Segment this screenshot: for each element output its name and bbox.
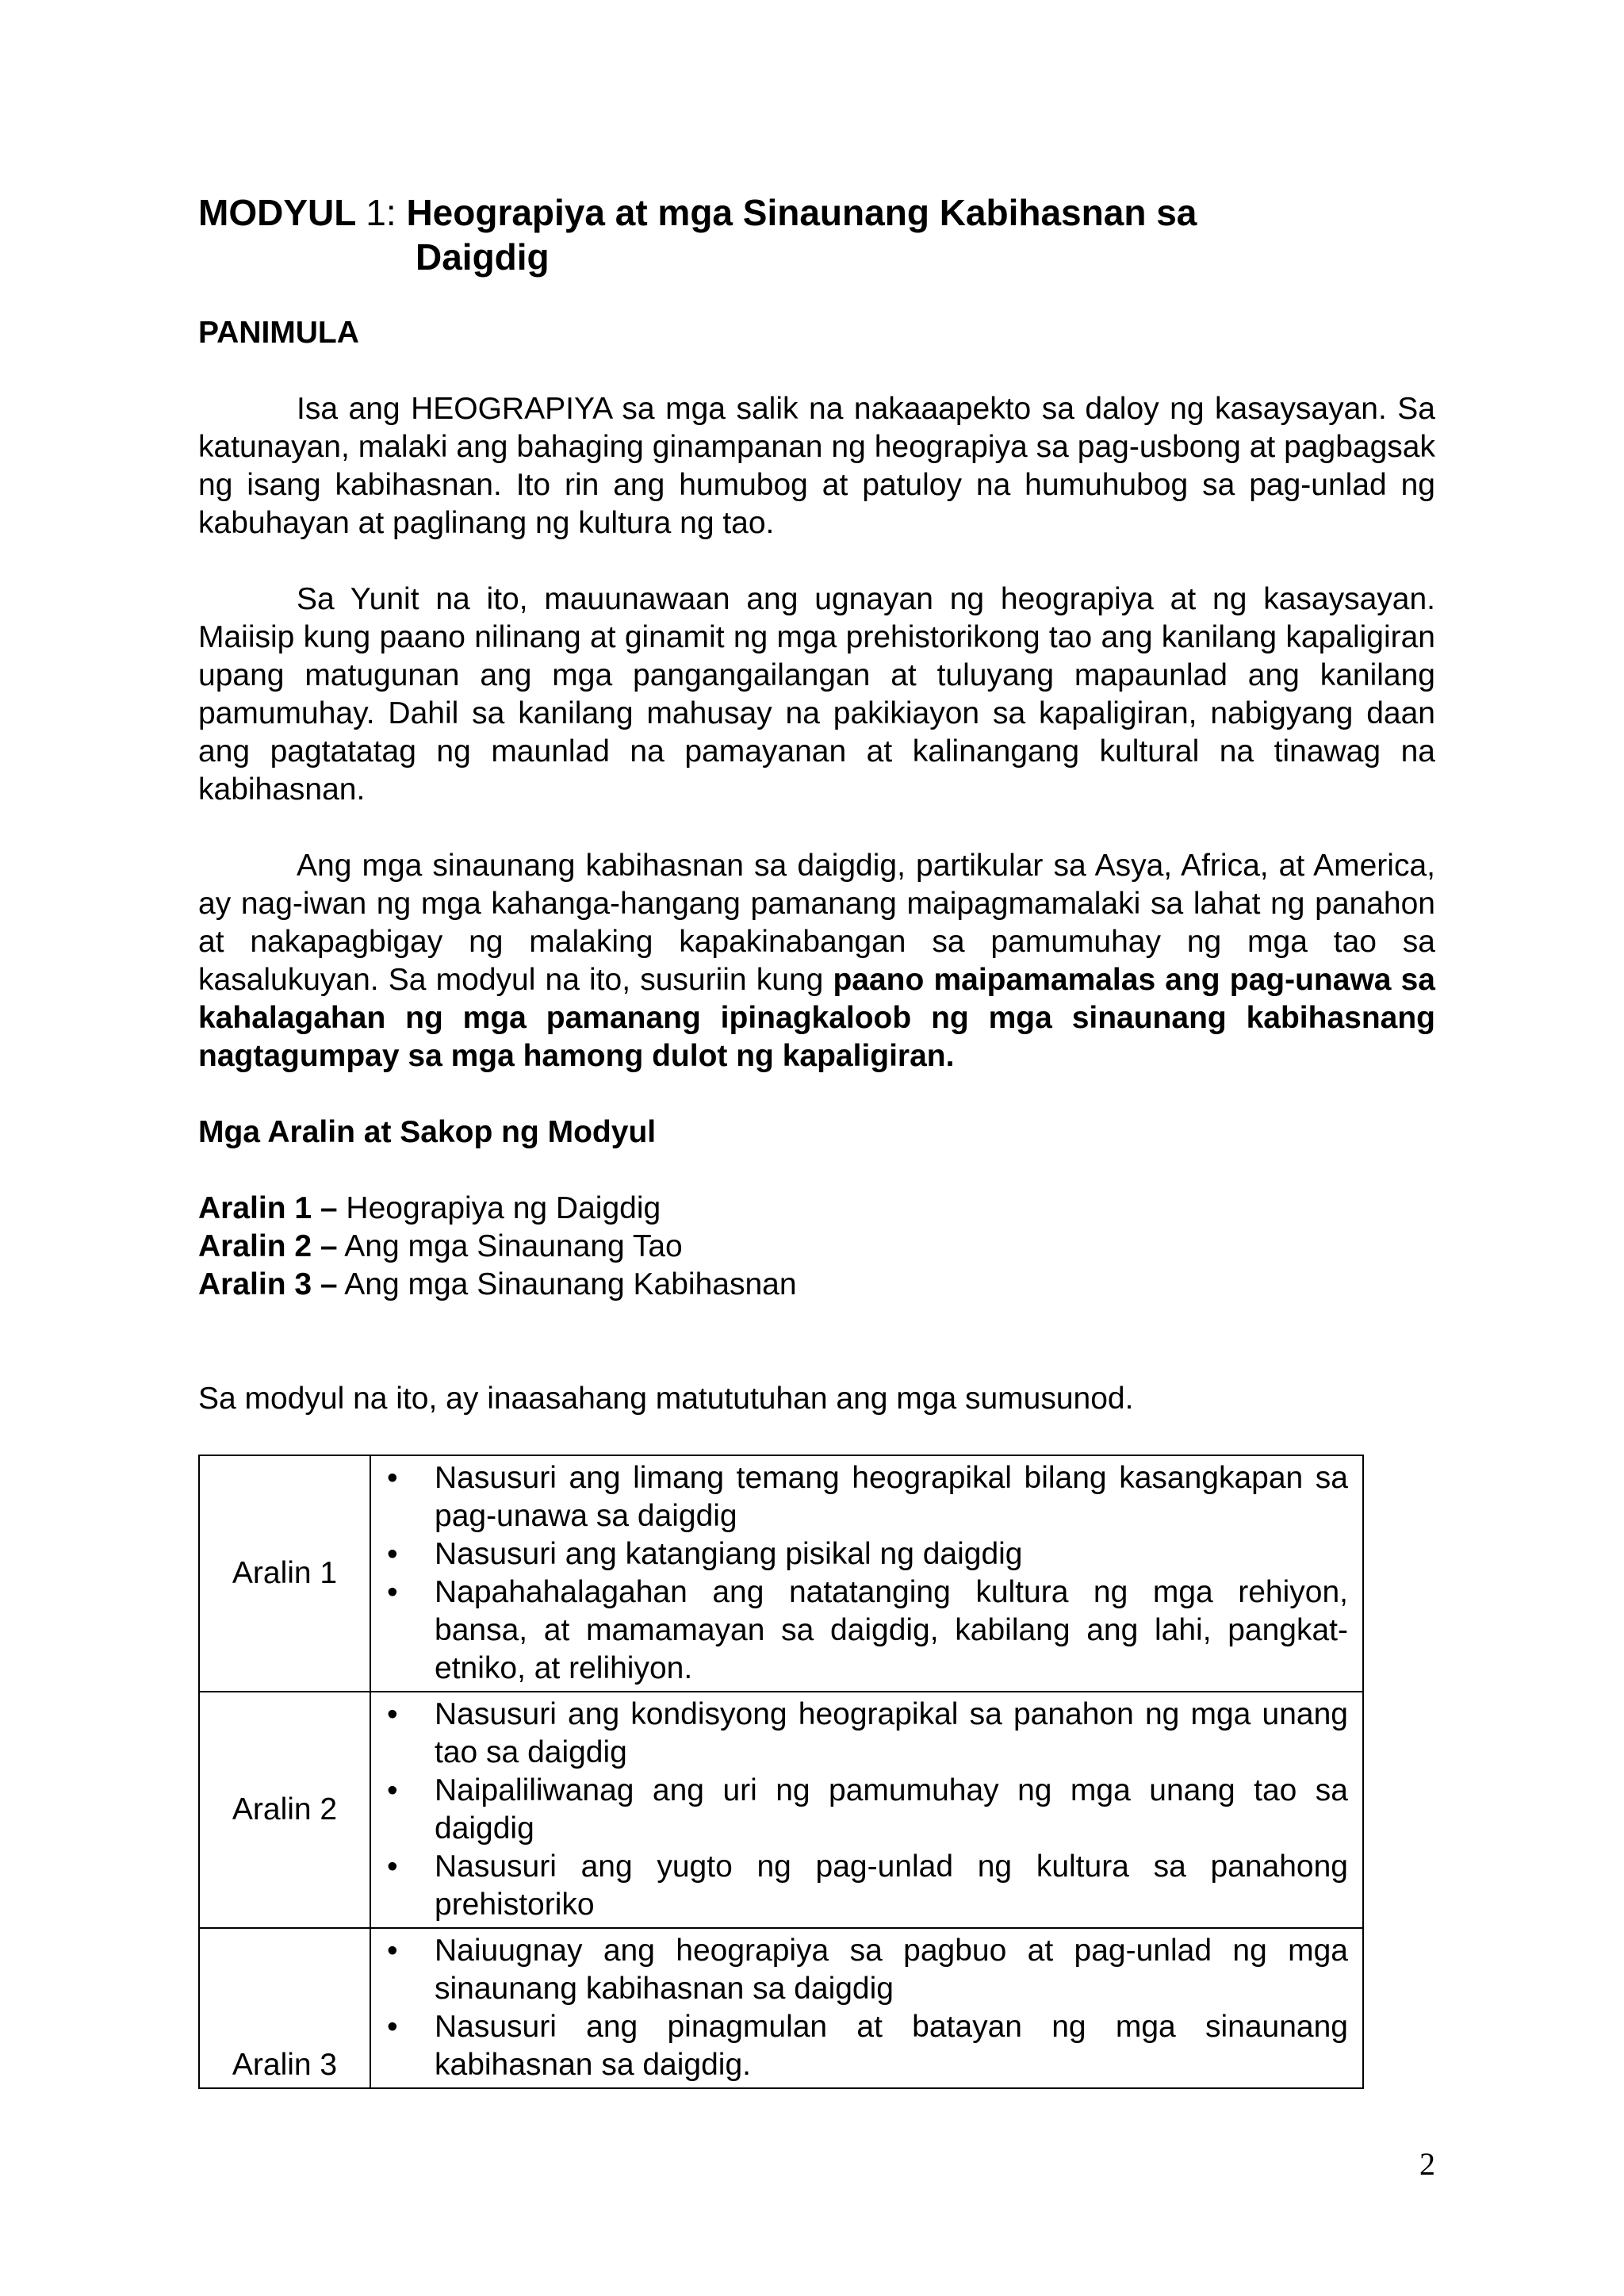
aralin-list-item: [198, 1266, 1435, 1304]
objectives-table: [198, 1455, 1364, 2089]
row-label: Aralin 3: [199, 1928, 370, 2088]
aralin-label: Aralin 2 –: [198, 1229, 338, 1263]
module-title-line1: Heograpiya at mga Sinaunang Kabihasnan sa: [406, 192, 1197, 233]
objective-item: • Napahahalagahan ang natatanging kultura ng mga rehiyon, bansa, at mamamayan sa daigdig, kabilang ang lahi, pangkat-etniko, at relihiyon.: [371, 1573, 1348, 1688]
row-objectives: [370, 1692, 1363, 1928]
table-row: [199, 1455, 1363, 1692]
aralin-list-item: [198, 1228, 1435, 1266]
module-title-lead: MODYUL: [198, 192, 356, 233]
document-page: [198, 190, 1435, 2089]
module-title: [198, 190, 1435, 279]
module-title-line2: Daigdig: [416, 236, 550, 278]
row-label: Aralin 2: [199, 1692, 370, 1928]
objective-item: • Naipaliliwanag ang uri ng pamumuhay ng mga unang tao sa daigdig: [371, 1772, 1348, 1848]
objective-item: • Nasusuri ang yugto ng pag-unlad ng kultura sa panahong prehistoriko: [371, 1848, 1348, 1924]
panimula-paragraph-2: Sa Yunit na ito, mauunawaan ang ugnayan ng heograpiya at ng kasaysayan. Maiisip kung paano nilinang at ginamit ng mga prehistorikong tao ang kanilang kapaligiran upang matugunan ang mga pangangailangan at tuluyang mapaunlad ang kanilang pamumuhay. Dahil sa kanilang mahusay na pakikiayon sa kapaligiran, nabigyang daan ang pagtatatag ng maunlad na pamayanan at kalinangang kultural na tinawag na kabihasnan.: [198, 582, 1435, 807]
paragraph-3-bold-text: paano maipamamalas ang pag-unawa sa kahalagahan ng mga pamanang ipinagkaloob ng mga sinaunang kabihasnang nagtagumpay sa mga hamong dulot ng kapaligiran.: [198, 963, 1435, 1073]
paragraph-3-text: Ang mga sinaunang kabihasnan sa daigdig, partikular sa Asya, Africa, at America, ay nag-iwan ng mga kahanga-hangang pamanang maipagmamalaki sa lahat ng panahon at nakapagbigay ng malaking kapakinabangan sa pamumuhay ng mga tao sa kasalukuyan. Sa modyul na ito, susuriin kung: [198, 849, 1435, 997]
aralin-label: Aralin 3 –: [198, 1267, 338, 1301]
objective-item: • Nasusuri ang katangiang pisikal ng daigdig: [371, 1535, 1348, 1573]
panimula-paragraph-1: Isa ang HEOGRAPIYA sa mga salik na nakaaapekto sa daloy ng kasaysayan. Sa katunayan, malaki ang bahaging ginampanan ng heograpiya sa pag-usbong at pagbagsak ng isang kabihasnan. Ito rin ang humubog at patuloy na humuhubog sa pag-unlad ng kabuhayan at paglinang ng kultura ng tao.: [198, 392, 1435, 540]
table-row: [199, 1928, 1363, 2088]
aralin-list-item: [198, 1190, 1435, 1228]
objectives-intro: Sa modyul na ito, ay inaasahang matututuhan ang mga sumusunod.: [198, 1382, 1134, 1416]
aralin-list: [198, 1190, 1435, 1304]
objective-item: • Naiuugnay ang heograpiya sa pagbuo at pag-unlad ng mga sinaunang kabihasnan sa daigdig: [371, 1932, 1348, 2008]
row-label: Aralin 1: [199, 1455, 370, 1692]
panimula-paragraph-3: [198, 847, 1435, 1075]
page-number: 2: [1419, 2146, 1435, 2182]
aralin-title: Ang mga Sinaunang Tao: [337, 1229, 683, 1263]
table-row: [199, 1692, 1363, 1928]
objective-item: • Nasusuri ang limang temang heograpikal bilang kasangkapan sa pag-unawa sa daigdig: [371, 1459, 1348, 1535]
objective-item: • Nasusuri ang pinagmulan at batayan ng mga sinaunang kabihasnan sa daigdig.: [371, 2008, 1348, 2084]
sakop-heading: Mga Aralin at Sakop ng Modyul: [198, 1115, 657, 1149]
module-title-number: 1:: [366, 192, 396, 233]
aralin-title: Ang mga Sinaunang Kabihasnan: [337, 1267, 797, 1301]
panimula-heading: PANIMULA: [198, 316, 359, 350]
row-objectives: [370, 1928, 1363, 2088]
objective-item: • Nasusuri ang kondisyong heograpikal sa panahon ng mga unang tao sa daigdig: [371, 1696, 1348, 1772]
row-objectives: [370, 1455, 1363, 1692]
aralin-label: Aralin 1 –: [198, 1191, 338, 1225]
aralin-title: Heograpiya ng Daigdig: [337, 1191, 661, 1225]
